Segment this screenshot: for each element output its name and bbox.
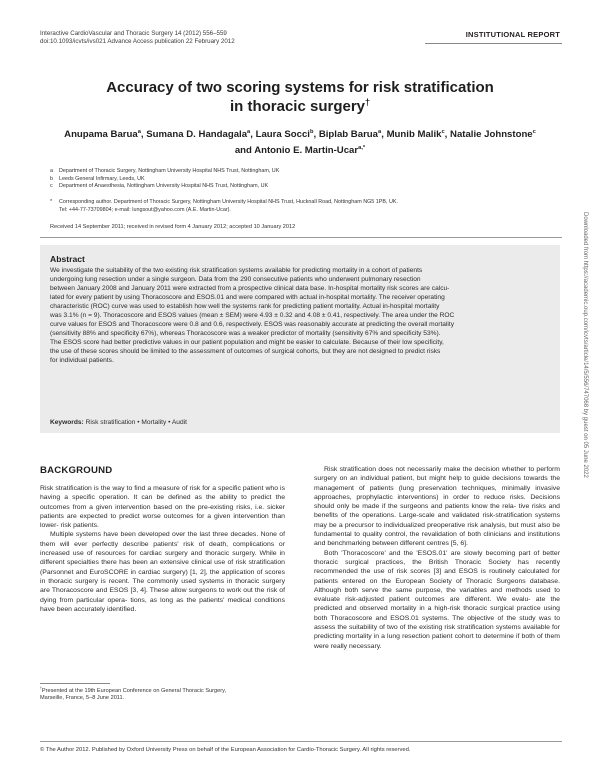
journal-citation-line1: Interactive CardioVascular and Thoracic Surgery 14 (2012) 556–559	[40, 30, 227, 37]
footnote-line1	[40, 688, 290, 695]
text-line: (lung preservation techniques, minimally invasive approaches,	[314, 484, 561, 501]
left-column	[40, 484, 285, 614]
title-line1: Accuracy of two scoring systems for risk stratification	[106, 79, 494, 96]
article-title	[60, 78, 540, 116]
author-separator: ,	[444, 129, 451, 140]
text-line: should only be made if the surgeons and patients know the rela-	[314, 503, 516, 511]
text-line: part of better thoracic surgical practices, the British Thoracic	[314, 549, 560, 566]
received-dates: Received 14 September 2011; received in revised form 4 January 2012; accepted 10 January 2012	[50, 224, 296, 230]
text-line: ESOS is routinely calculated for patients entered on the	[314, 568, 560, 585]
affiliation-item	[50, 183, 550, 191]
affiliation-mark: a	[50, 168, 53, 174]
author-name: Antonio E. Martin-Ucar	[254, 145, 359, 156]
abstract-box	[40, 245, 560, 433]
footnote-mark: †	[40, 686, 42, 691]
author-separator: ,	[381, 129, 387, 140]
corresponding-contact-row	[50, 207, 550, 215]
author-list	[40, 127, 560, 159]
text-line: surgical practice using both Thoracoscore and ESOS.01 systems.	[314, 605, 560, 622]
text-line: Multiple systems have been developed over the last three	[50, 531, 229, 539]
text-line: risk patients.	[60, 522, 99, 530]
background-paragraph-1	[40, 484, 285, 530]
background-heading: BACKGROUND	[40, 465, 113, 476]
author-affil-mark: c	[441, 128, 445, 135]
author-line1	[40, 127, 560, 143]
author-name: Biplab Barua	[318, 129, 379, 140]
abstract-line: characteristic (ROC) curve was used to establish how well the systems rank for predicting patient mortality. Actual in-hospital mortality	[50, 302, 440, 310]
background-paragraph-2	[40, 530, 285, 614]
text-line: to predict worse outcomes for a given intervention than lower-	[40, 512, 285, 530]
abstract-line: lated for every patient by using Thoracoscore and ESOS.01 and were compared with actual in-hospital mortality. The receiver operating	[50, 293, 445, 301]
background-paragraph-4	[314, 549, 560, 651]
text-line: Risk stratification is the way to find a measure of risk for a specific	[40, 485, 241, 492]
received-rule	[40, 237, 562, 238]
author-separator: ,	[313, 129, 319, 140]
text-line: European Society of Thoracic Surgeons database. Although both	[314, 577, 560, 594]
abstract-line: for individual patients.	[50, 356, 114, 364]
affiliation-mark: c	[50, 183, 53, 189]
footnote-rule	[40, 683, 110, 684]
text-line: Both 'Thoracoscore' and the 'ESOS.01' are slowly becoming	[324, 549, 516, 557]
header-rule	[425, 43, 562, 44]
author-name: Laura Socci	[255, 129, 310, 140]
author-name: Anupama Barua	[64, 129, 138, 140]
corresponding-row	[50, 199, 550, 207]
affiliation-item	[50, 168, 550, 176]
section-label: INSTITUTIONAL REPORT	[465, 30, 560, 39]
footnote-text: Presented at the 19th European Conference on General Thoracic Surgery,	[41, 688, 227, 694]
text-line: and benchmarking between different centres [5, 6].	[314, 540, 468, 548]
author-affil-mark: a,*	[358, 144, 366, 151]
footnote-line2: Marseille, France, 5–8 June 2011.	[40, 695, 125, 702]
author-line2	[40, 143, 560, 159]
author-affil-mark: a	[247, 128, 251, 135]
text-line: mortality in a lung resection patient cohort to determine if both	[345, 633, 535, 641]
keywords-label: Keywords:	[50, 419, 84, 426]
footnote	[40, 688, 290, 703]
text-line: the existing risk stratification systems available for predicting	[314, 624, 560, 641]
title-line2-text: in thoracic surgery	[229, 98, 366, 115]
author-affil-mark: a	[137, 128, 141, 135]
text-line: help to guide decisions towards the management of patients	[314, 475, 560, 492]
text-line: preoperative risk analysis, but must also be fundamental to	[314, 521, 561, 539]
author-affil-mark: a	[378, 128, 382, 135]
title-dagger: †	[365, 97, 371, 107]
abstract-line: We investigate the suitability of the two existing risk stratification systems available for predicting mortality in a cohort of patients	[50, 267, 423, 274]
text-line: of them were really necessary.	[314, 633, 560, 650]
text-line: and EuroSCORE in cardiac surgery) [1, 2], the application of	[75, 568, 263, 576]
abstract-line: The ESOS score had better predictive values in our patient population and might be easier to calculate. Because of their low specificity,	[50, 338, 444, 346]
author-name: Natalie Johnstone	[450, 129, 533, 140]
right-column	[314, 465, 560, 651]
abstract-heading: Abstract	[50, 254, 85, 264]
text-line: ate the predicted and observed mortality in a high-risk thoracic	[314, 596, 560, 613]
text-line: evaluate risk-adjusted patient outcomes are different. We evalu-	[314, 596, 531, 604]
keywords	[50, 419, 187, 426]
author-name: Sumana D. Handagala	[146, 129, 248, 140]
footer-rule	[40, 741, 562, 742]
abstract-line: was 3.1% (n = 9). Thoracoscore and ESOS values (mean ± SEM) were 4.93 ± 0.32 and 4.08 ± 0.41, respectively. The area under the ROC	[50, 311, 455, 319]
author-affil-mark: b	[309, 128, 314, 135]
corresponding-mark: *	[50, 199, 53, 205]
download-notice-text: Downloaded from https://academic.oup.com/icvts/article/14/5/556/747068 by guest on 05 June 2022	[582, 212, 588, 478]
abstract-line: (sensitivity 88% and specificity 67%), whereas Thoracoscore was a weaker predictor of mortality (sensitivity 67% and specificity 53%).	[50, 329, 441, 337]
text-line: in thoracic surgery are Thoracoscore and ESOS [3, 4]. These allow	[40, 577, 285, 595]
text-line: the ability to predict the outcomes from a given intervention	[40, 494, 286, 511]
text-line: serve the same purpose, the variables and methods used to	[361, 586, 560, 594]
text-line: The objective of the study was to assess the suitability of two of	[314, 614, 560, 632]
text-line: has been an extensive clinical use of risk stratification (Parsonnet	[40, 559, 285, 576]
text-line: decades. None of them will ever perfectly describe patients' risk	[40, 531, 285, 548]
text-line: patient who is having a specific operation. It can be defined as	[40, 485, 285, 502]
journal-doi-line: doi:10.1093/icvts/ivs021 Advance Access publication 22 February 2012	[40, 38, 235, 45]
text-line: scores in thoracic surgery is recent. The commonly used systems	[40, 568, 286, 585]
background-paragraph-3	[314, 465, 560, 549]
text-line: accurately identified.	[73, 605, 137, 613]
text-line: of death, complications or increased use of resources for cardiac	[40, 540, 285, 558]
abstract-line: undergoing lung resection under a single surgeon. Data from the 290 consecutive patients who underwent pulmonary resection	[50, 275, 421, 283]
text-line: Risk stratification does not necessarily make the decision	[324, 466, 500, 473]
text-line: risk-stratification systems may be a precursor to individualized	[314, 512, 560, 529]
abstract-line: curve values for ESOS and Thoracoscore were 0.8 and 0.6, respectively. ESOS was reasonably accurate at predicting the overall mortality	[50, 320, 455, 328]
author-separator: ,	[250, 129, 256, 140]
abstract-line: between January 2008 and January 2011 were extracted from a prospective clinical data base. In-hospital mortality risk scores are calcu-	[50, 284, 450, 292]
affiliation-text: Department of Thoracic Surgery, Nottingham University Hospital NHS Trust, Nottingham, UK	[59, 168, 280, 174]
text-line: tive risks and benefits of the operations. Large-scale and validated	[314, 503, 560, 520]
title-line2	[60, 97, 540, 116]
abstract-body	[50, 267, 550, 365]
affiliation-text: Department of Anaesthesia, Nottingham University Hospital NHS Trust, Nottingham, UK	[59, 183, 269, 189]
corresponding-address: Corresponding author. Department of Thoracic Surgery, Nottingham University Hospital NHS Trust, Hucknall Road, Nottingham NG5 1PB, UK.	[59, 199, 398, 205]
download-notice-sidebar	[578, 212, 588, 732]
journal-citation	[40, 30, 235, 46]
author-name: Munib Malik	[386, 129, 442, 140]
text-line: quality control, the revalidation of both clinicians and institutions	[362, 531, 561, 539]
text-line: based on the pre-existing risks, i.e. sicker patients are expected	[40, 503, 285, 520]
keywords-list: Risk stratification • Mortality • Audit	[85, 419, 187, 426]
affiliation-mark: b	[50, 175, 53, 182]
abstract-line: the use of these scores should be limited to the assessment of outcomes of surgical cohorts, but they are not designed to predict risks	[50, 347, 441, 355]
corresponding-author	[50, 199, 550, 214]
text-line: surgery and thoracic surgery. While in different specialties there	[40, 550, 285, 567]
affiliation-text: Leeds General Infirmary, Leeds, UK	[59, 175, 145, 182]
author-affil-mark: c	[532, 128, 536, 135]
text-line: surgeons to work out the risk of dying from particular opera-	[40, 587, 285, 604]
author-separator: ,	[140, 129, 147, 140]
author-joiner: and	[234, 145, 255, 156]
text-line: prophylactic interventions) in order to reduce risks. Decisions	[356, 493, 561, 501]
copyright-footer: © The Author 2012. Published by Oxford University Press on behalf of the European Association for Cardio-Thoracic Surgery. All rights reserved.	[40, 747, 411, 753]
text-line: Society has recently recommended the use of risk scores [3] and	[314, 558, 560, 576]
text-line: whether to perform surgery on an individual patient, but might	[314, 466, 561, 483]
text-line: tions, as long as the patients' medical conditions have been	[40, 596, 286, 613]
corresponding-contact: Tel: +44-77-73709804; e-mail: lungsout@yahoo.com (A.E. Martin-Ucar).	[59, 206, 231, 213]
affiliation-item	[50, 176, 550, 184]
affiliations	[50, 168, 550, 191]
